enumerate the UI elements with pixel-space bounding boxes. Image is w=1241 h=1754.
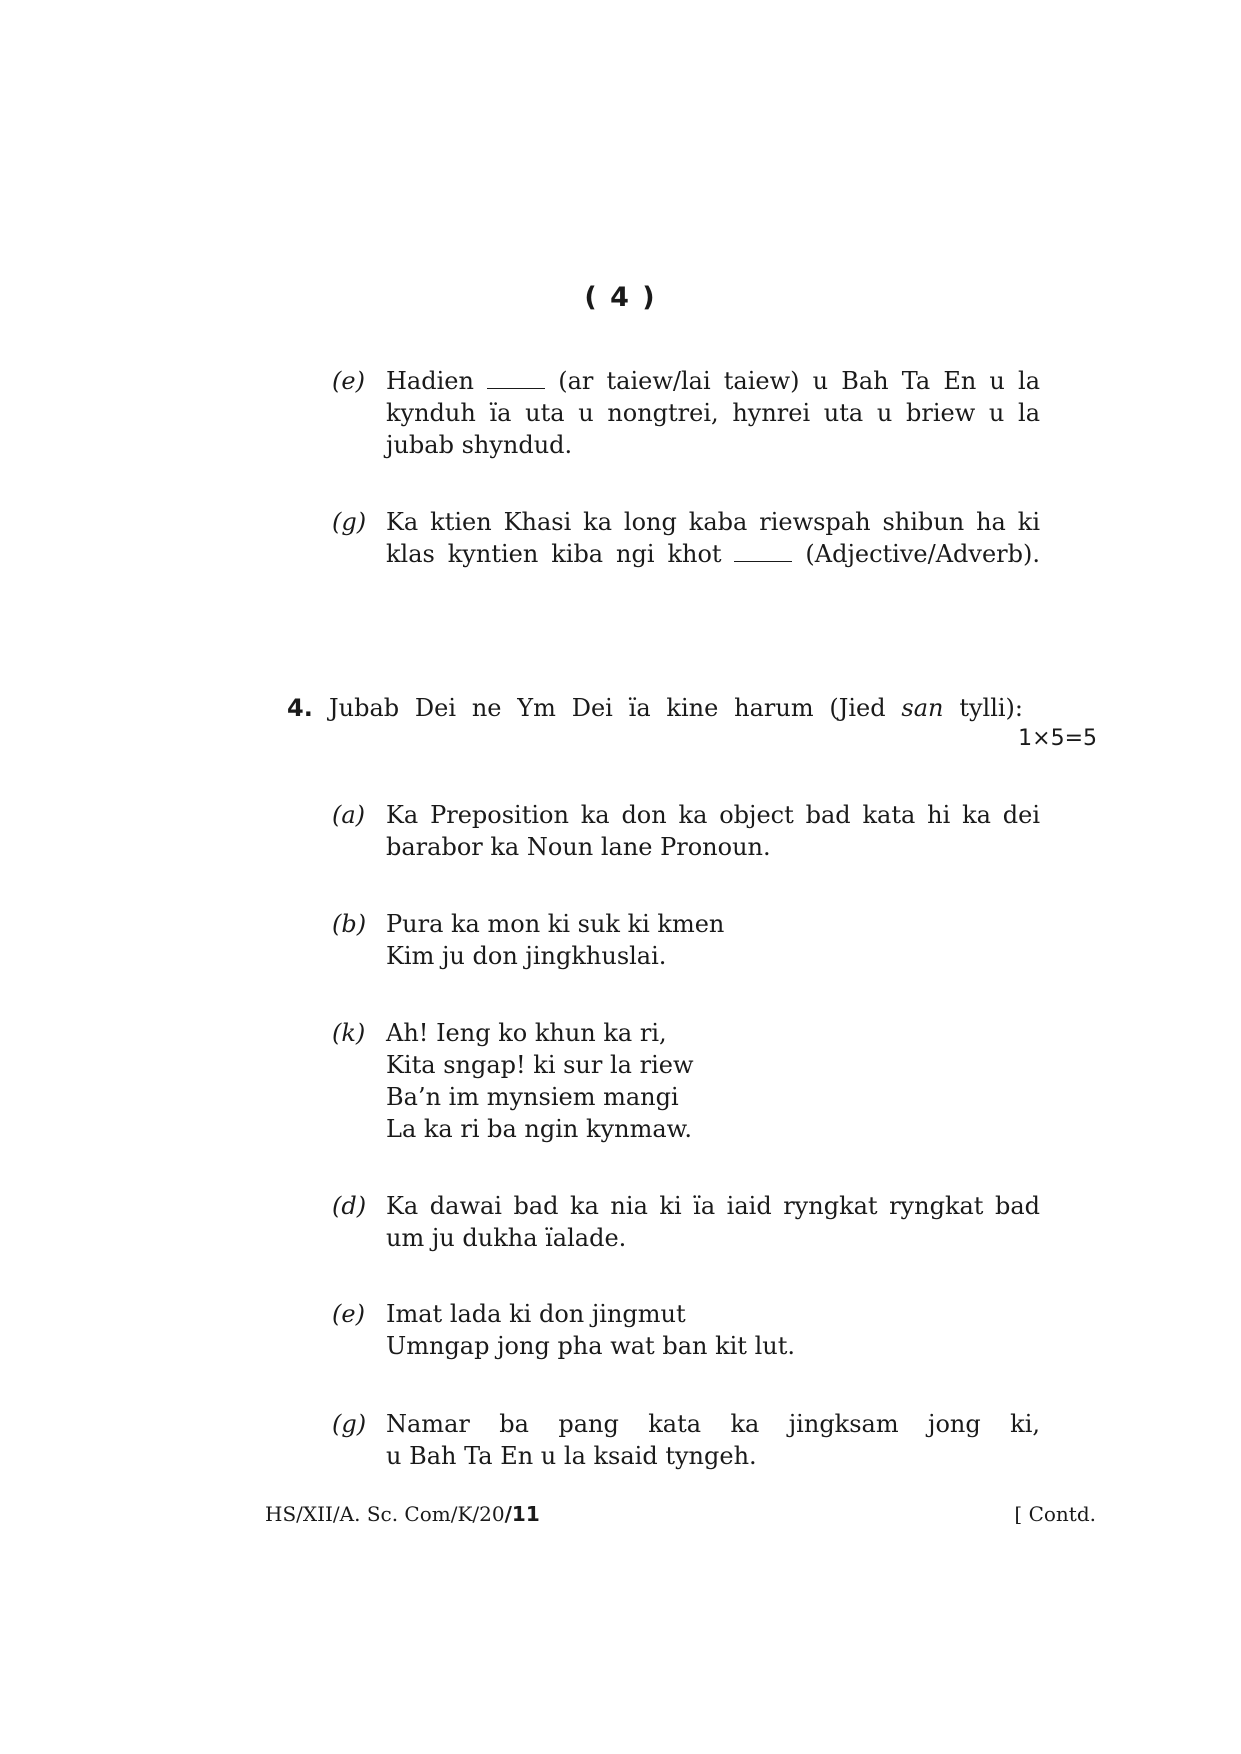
question-text: Jubab Dei ne Ym Dei ïa kine harum (Jied san tylli): (329, 694, 1024, 722)
text-line: Kita sngap! ki sur la riew (386, 1051, 694, 1079)
item-text (386, 1408, 1040, 1472)
answer-blank (487, 370, 545, 389)
question-number: 4. (287, 694, 313, 722)
item-d (332, 1190, 1040, 1254)
text-line: jubab shyndud. (386, 431, 573, 459)
text-line: um ju dukha ïalade. (386, 1224, 627, 1252)
item-label: (e) (332, 367, 365, 395)
item-e-top (332, 365, 1040, 461)
item-label: (g) (332, 1410, 367, 1438)
text-line: Ba’n im mynsiem mangi (386, 1083, 679, 1111)
question-marks: 1×5=5 (1018, 726, 1097, 751)
item-label: (d) (332, 1192, 367, 1220)
text-line: klas kyntien kiba ngi khot (Adjective/Adverb). (386, 540, 1040, 568)
text-line: kynduh ïa uta u nongtrei, hynrei uta u briew u la (386, 399, 1040, 427)
item-text (386, 1190, 1040, 1254)
text-line: Imat lada ki don jingmut (386, 1300, 686, 1328)
item-b (332, 908, 1040, 972)
item-text (386, 799, 1040, 863)
item-label: (e) (332, 1300, 365, 1328)
item-k (332, 1017, 1040, 1145)
item-e (332, 1298, 1040, 1362)
text-line: Hadien (ar taiew/lai taiew) u Bah Ta En u la (386, 367, 1040, 395)
item-label: (b) (332, 910, 367, 938)
text-line: barabor ka Noun lane Pronoun. (386, 833, 771, 861)
text-line: Ka ktien Khasi ka long kaba riewspah shibun ha ki (386, 508, 1040, 536)
question-4 (287, 692, 1097, 754)
item-g-top (332, 506, 1040, 570)
item-text (386, 1298, 1040, 1362)
text-line: Namar ba pang kata ka jingksam jong ki, (386, 1410, 1040, 1438)
item-text (386, 1017, 1040, 1145)
item-label: (k) (332, 1019, 366, 1047)
text-line: Kim ju don jingkhuslai. (386, 942, 667, 970)
item-text (386, 908, 1040, 972)
text-line: u Bah Ta En u la ksaid tyngeh. (386, 1442, 757, 1470)
item-label: (a) (332, 801, 366, 829)
text-line: La ka ri ba ngin kynmaw. (386, 1115, 692, 1143)
paper-code: HS/XII/A. Sc. Com/K/20/11 (265, 1502, 540, 1526)
text-line: Umngap jong pha wat ban kit lut. (386, 1332, 795, 1360)
text-line: Ka dawai bad ka nia ki ïa iaid ryngkat ryngkat bad (386, 1192, 1040, 1220)
item-text (386, 365, 1040, 461)
continued-note: [ Contd. (1014, 1502, 1096, 1526)
text-line: Ah! Ieng ko khun ka ri, (386, 1019, 667, 1047)
answer-blank (734, 543, 792, 562)
text-line: Ka Preposition ka don ka object bad kata hi ka dei (386, 801, 1040, 829)
page-number: ( 4 ) (584, 282, 657, 313)
item-a (332, 799, 1040, 863)
text-line: Pura ka mon ki suk ki kmen (386, 910, 725, 938)
item-g (332, 1408, 1040, 1472)
item-text (386, 506, 1040, 570)
item-label: (g) (332, 508, 367, 536)
